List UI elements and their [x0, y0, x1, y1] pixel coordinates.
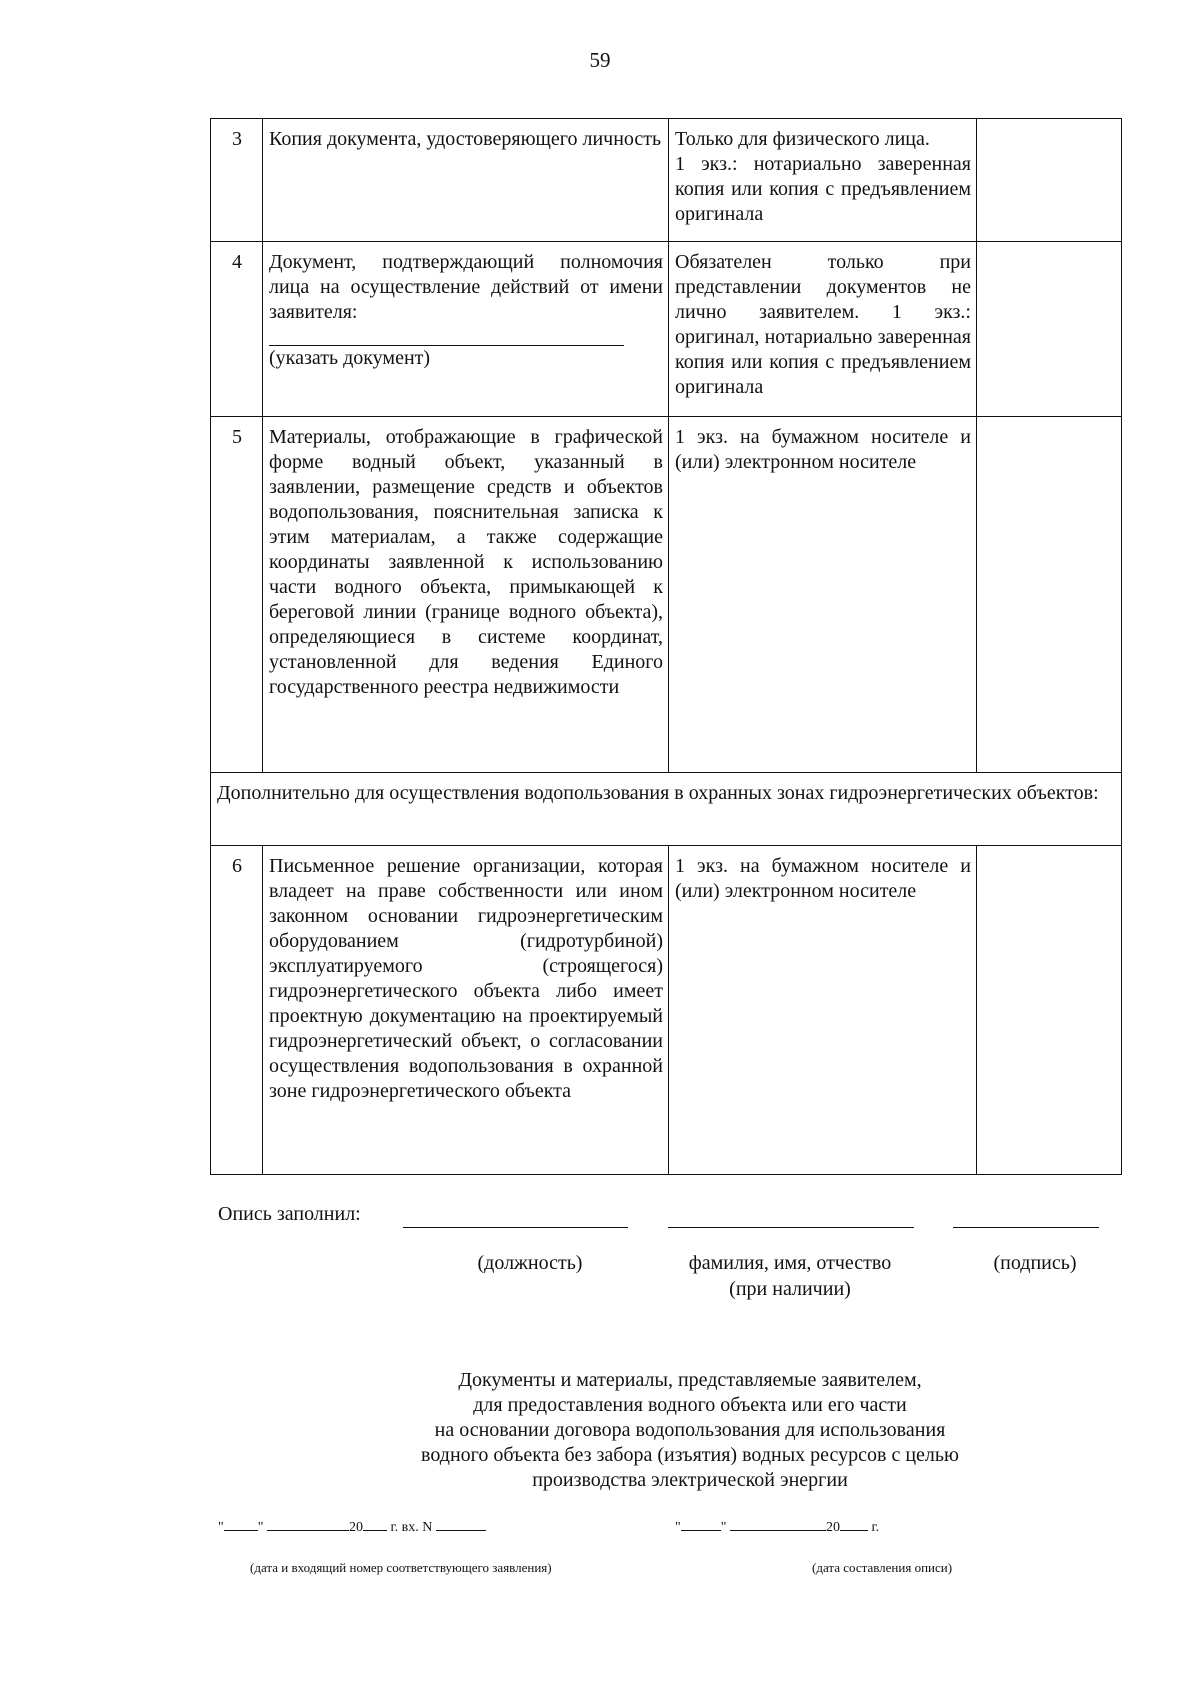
note-line: 1 экз.: нотариально заверенная копия или копия с предъявлением оригинала [675, 153, 971, 225]
quote-mark: " [257, 1520, 264, 1535]
row-extra [977, 119, 1122, 242]
heading-line: для предоставления водного объекта или его части [473, 1394, 907, 1416]
fill-in-line [269, 337, 624, 346]
table-row [211, 119, 1122, 242]
documents-table [210, 118, 1122, 1175]
year-blank [840, 1530, 868, 1531]
position-caption: (должность) [477, 1252, 583, 1274]
section-row [211, 773, 1122, 846]
row-description: Копия документа, удостоверяющего личность [263, 119, 669, 242]
signature-caption: (подпись) [993, 1252, 1077, 1274]
heading-line: Документы и материалы, представляемые заявителем, [458, 1369, 922, 1391]
signature-line [953, 1227, 1099, 1228]
inventory-date-caption: (дата составления описи) [812, 1560, 953, 1575]
row-note [669, 417, 977, 773]
year-blank [363, 1530, 387, 1531]
heading-line: производства электрической энергии [532, 1469, 848, 1491]
quote-mark: " [720, 1520, 727, 1535]
quote-mark: " [218, 1520, 224, 1535]
application-date-field [218, 1520, 486, 1536]
table-row [211, 417, 1122, 773]
name-caption-line: фамилия, имя, отчество [688, 1252, 892, 1274]
name-caption [660, 1250, 920, 1302]
year-prefix: 20 [825, 1520, 840, 1535]
note-line: Только для физического лица. [675, 128, 930, 150]
row-number: 6 [211, 846, 263, 1175]
position-line [403, 1227, 628, 1228]
row-note [669, 119, 977, 242]
fill-in-caption: (указать документ) [269, 347, 431, 369]
year-suffix: г. вх. N [386, 1520, 433, 1535]
row-note [669, 242, 977, 417]
note-line: 1 экз. на бумажном носителе и (или) электронном носителе [675, 426, 971, 473]
row-description-text: Документ, подтверждающий полномочия лица на осуществление действий от имени заявителя: [269, 251, 663, 323]
row-extra [977, 846, 1122, 1175]
fill-in-field [269, 337, 663, 371]
quote-mark: " [675, 1520, 681, 1535]
page-number: 59 [589, 48, 611, 72]
row-number: 3 [211, 119, 263, 242]
application-date-caption: (дата и входящий номер соответствующего заявления) [250, 1560, 552, 1575]
name-line [668, 1227, 914, 1228]
note-line: 1 экз. на бумажном носителе и (или) электронном носителе [675, 855, 971, 902]
month-blank [267, 1530, 349, 1531]
signature-label: Опись заполнил: [218, 1203, 361, 1225]
document-heading [300, 1368, 1080, 1493]
section-heading: Дополнительно для осуществления водопользования в охранных зонах гидроэнергетических объектов: [211, 773, 1122, 846]
row-description: Материалы, отображающие в графической форме водный объект, указанный в заявлении, размещение средств и объектов водопользования, пояснительная записка к этим материалам, а также содержащие координаты заявленной к использованию части водного объекта, примыкающей к береговой линии (границе водного объекта), определяющиеся в системе координат, установленной для ведения Единого государственного реестра недвижимости [263, 417, 669, 773]
row-description: Письменное решение организации, которая владеет на праве собственности или ином законном основании гидроэнергетическим оборудованием (гидротурбиной) эксплуатируемого (строящегося) гидроэнергетического объекта либо имеет проектную документацию на проектируемый гидроэнергетический объект, о согласовании осуществления водопользования в охранной зоне гидроэнергетического объекта [263, 846, 669, 1175]
row-number: 5 [211, 417, 263, 773]
month-blank [730, 1530, 826, 1531]
day-blank [681, 1530, 721, 1531]
day-blank [224, 1530, 258, 1531]
table-row [211, 242, 1122, 417]
table-row [211, 846, 1122, 1175]
heading-line: водного объекта без забора (изъятия) водных ресурсов с целью [421, 1444, 959, 1466]
row-extra [977, 417, 1122, 773]
number-blank [436, 1530, 486, 1531]
inventory-date-field [675, 1520, 879, 1536]
note-line: Обязателен только при представлении документов не лично заявителем. 1 экз.: оригинал, нотариально заверенная копия или копия с предъявлением оригинала [675, 251, 971, 398]
heading-line: на основании договора водопользования для использования [434, 1419, 946, 1441]
row-extra [977, 242, 1122, 417]
year-suffix: г. [867, 1520, 880, 1535]
name-caption-line: (при наличии) [729, 1278, 851, 1300]
row-note [669, 846, 977, 1175]
year-prefix: 20 [348, 1520, 363, 1535]
row-number: 4 [211, 242, 263, 417]
row-description [263, 242, 669, 417]
